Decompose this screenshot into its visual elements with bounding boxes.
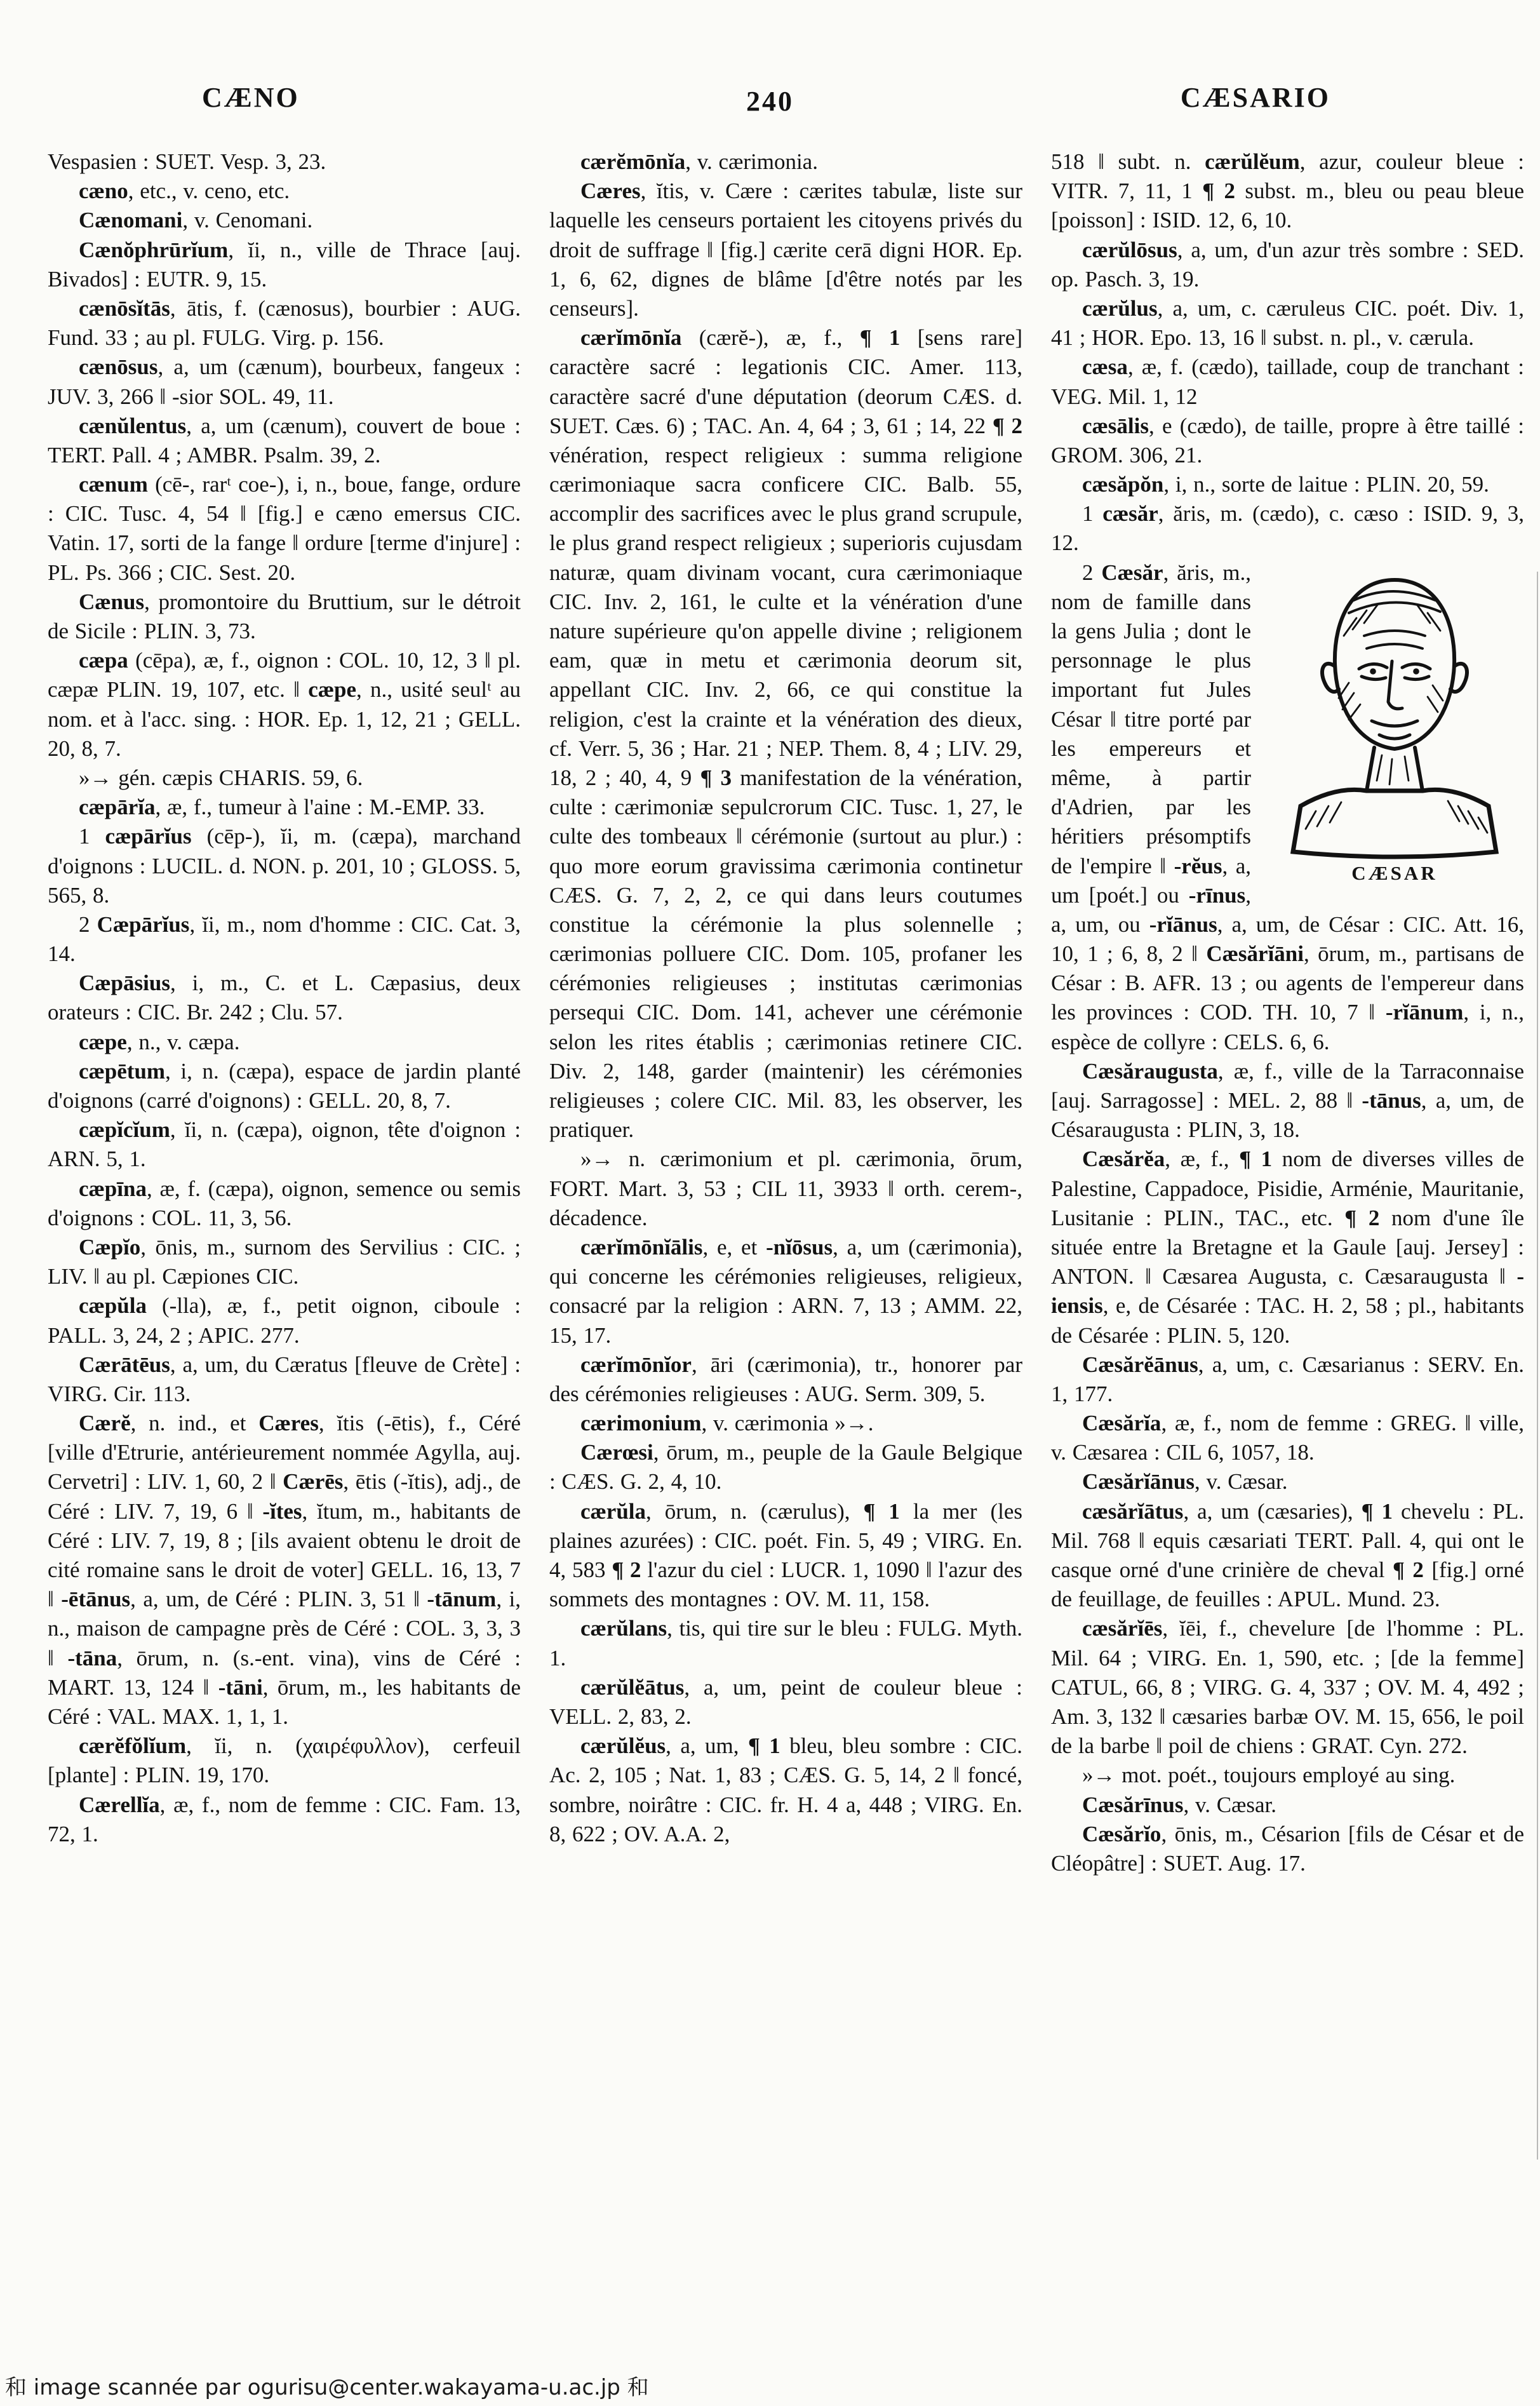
dictionary-entry: cæsărĭēs, ĭēi, f., chevelure [de l'homme : PL. Mil. 64 ; VIRG. En. 1, 590, etc. ; [de la femme] CATUL, 66, 8 ; VIRG. G. 4, 337 ; OV. M. 4, 492 ; Am. 3, 132 ‖ cæsaries barbæ OV. M. 15, 656, le poil de la barbe ‖ poil de chiens : GRAT. Cyn. 272. xyxy=(1051,1616,1524,1759)
dictionary-entry: cærŭlōsus, a, um, d'un azur très sombre : SED. op. Pasch. 3, 19. xyxy=(1051,237,1524,292)
header-right-headword: CÆSARIO xyxy=(1180,82,1330,113)
caesar-portrait-caption: CÆSAR xyxy=(1351,861,1438,884)
dictionary-entry: Cæsărĭānus, v. Cæsar. xyxy=(1082,1469,1288,1495)
dictionary-entry: Vespasien : SUET. Vesp. 3, 23. xyxy=(48,149,326,174)
dictionary-entry: cænōsĭtās, ātis, f. (cænosus), bourbier : AUG. Fund. 33 ; au pl. FULG. Virg. p. 156. xyxy=(48,295,521,351)
dictionary-entry: cæpa (cēpa), æ, f., oignon : COL. 10, 12, 3 ‖ pl. cæpæ PLIN. 19, 107, etc. ‖ cæpe, n., usité seulᵗ au nom. et à l'acc. sing. : HOR. Ep. 1, 12, 21 ; GELL. 20, 8, 7. xyxy=(48,648,521,761)
dictionary-entry: cæpārĭa, æ, f., tumeur à l'aine : M.-EMP. 33. xyxy=(79,795,485,820)
dictionary-entry: 2 Cæsăr, ăris, m., nom de famille dans la gens Julia ; dont le personnage le plus important fut Jules César ‖ titre porté par les empereurs et même, à partir d'Adrien, par les héritiers présomptifs de l'empire ‖ -rĕus, a, um [poét.] ou -rīnus, a, um, ou -rĭānus, a, um, de César : CIC. Att. 16, 10, 1 ; 6, 8, 2 ‖ Cæsărĭāni, ōrum, m., partisans de César : B. AFR. 13 ; ou agents de l'empereur dans les provinces : COD. TH. 10, 7 ‖ -rĭānum, i, n., espèce de collyre : CELS. 6, 6. xyxy=(1051,560,1524,1054)
column-2 xyxy=(549,147,1022,2339)
dictionary-entry: Cæsărīnus, v. Cæsar. xyxy=(1082,1792,1277,1817)
dictionary-entry: »→ mot. poét., toujours employé au sing. xyxy=(1082,1763,1456,1788)
dictionary-entry: cæsālis, e (cædo), de taille, propre à être taillé : GROM. 306, 21. xyxy=(1051,413,1524,467)
dictionary-entry: »→ n. cærimonium et pl. cærimonia, ōrum, FORT. Mart. 3, 53 ; CIL 11, 3933 ‖ orth. cerem-, décadence. xyxy=(549,1146,1022,1230)
header-left-headword: CÆNO xyxy=(202,82,300,113)
dictionary-entry: cænŭlentus, a, um (cænum), couvert de boue : TERT. Pall. 4 ; AMBR. Psalm. 39, 2. xyxy=(48,413,521,467)
column-3 xyxy=(1051,147,1524,2339)
dictionary-entry: cæpe, n., v. cæpa. xyxy=(79,1029,240,1054)
dictionary-entry: cærĭmōnĭa (cærĕ-), æ, f., ¶ 1 [sens rare] caractère sacré : legationis CIC. Amer. 113, caractère sacré d'une députation (deorum CÆS. d. SUET. Cæs. 6) ; TAC. An. 4, 64 ; 3, 61 ; 14, 22 ¶ 2 vénération, respect religieux : summa religione cærimoniaque sacra conficere CIC. Balb. 55, accomplir des sacrifices avec le plus grand scrupule, le plus grand respect religieux ; superioris cujusdam naturæ, quam divinam vocant, cura cærimoniaque CIC. Inv. 2, 161, le culte et la vénération d'une nature supérieure qu'on appelle divine ; religionem eam, quæ in metu et cærimonia deorum sit, appellant CIC. Inv. 2, 66, ce qui constitue la religion, c'est la crainte et la vénération des dieux, cf. Verr. 5, 36 ; Har. 21 ; NEP. Them. 8, 4 ; LIV. 29, 18, 2 ; 40, 4, 9 ¶ 3 manifestation de la vénération, culte : cærimoniæ sepulcrorum CIC. Tusc. 1, 27, le culte des tombeaux ‖ cérémonie (surtout au plur.) : quo more eorum gravissima cærimonia continetur CÆS. G. 7, 2, 2, ce qui dans leurs coutumes constitue la cérémonie la plus solennelle ; cærimonias polluere CIC. Dom. 105, profaner les cérémonies religieuses ; institutas cærimonias persequi CIC. Dom. 141, achever une cérémonie selon les rites établis ; cærimonias retinere CIC. Div. 2, 148, garder (maintenir) les cérémonies religieuses ; colere CIC. Mil. 83, les observer, les pratiquer. xyxy=(549,325,1022,1143)
dictionary-entry: 1 cæsăr, ăris, m. (cædo), c. cæso : ISID. 9, 3, 12. xyxy=(1051,501,1524,556)
dictionary-entry: Cænus, promontoire du Bruttium, sur le détroit de Sicile : PLIN. 3, 73. xyxy=(48,589,521,643)
dictionary-entry: Cæres, ĭtis, v. Cære : cærites tabulæ, liste sur laquelle les censeurs portaient les citoyens privés du droit de suffrage ‖ [fig.] cærite cerā digni HOR. Ep. 1, 6, 62, dignes de blâme [d'être notés par les censeurs]. xyxy=(549,178,1022,321)
dictionary-entry: cænōsus, a, um (cænum), bourbeux, fangeux : JUV. 3, 266 ‖ -sior SOL. 49, 11. xyxy=(48,354,521,409)
dictionary-entry: cærĕmōnĭa, v. cærimonia. xyxy=(580,149,818,174)
dictionary-entry: cærŭlus, a, um, c. cæruleus CIC. poét. Div. 1, 41 ; HOR. Epo. 13, 16 ‖ subst. n. pl., v. cærula. xyxy=(1051,295,1524,351)
dictionary-entry: cænum (cē-, rarᵗ coe-), i, n., boue, fange, ordure : CIC. Tusc. 4, 54 ‖ [fig.] e cæno emersus CIC. Vatin. 17, sorti de la fange ‖ ordure [terme d'injure] : PL. Ps. 366 ; CIC. Sest. 20. xyxy=(48,472,521,585)
column-1 xyxy=(48,147,521,2339)
page-number: 240 xyxy=(746,86,794,117)
footer-scan-credit: 和 image scannée par ogurisu@center.wakayama-u.ac.jp 和 xyxy=(5,2375,649,2400)
dictionary-entry: cæpĭcĭum, ĭi, n. (cæpa), oignon, tête d'oignon : ARN. 5, 1. xyxy=(48,1117,521,1172)
dictionary-entry: Cærĕ, n. ind., et Cæres, ĭtis (-ētis), f., Céré [ville d'Etrurie, antérieurement nommée Agylla, auj. Cervetri] : LIV. 1, 60, 2 ‖ Cærēs, ētis (-ĭtis), adj., de Céré : LIV. 7, 19, 6 ‖ -ĭtes, ĭtum, m., habitants de Céré : LIV. 7, 19, 8 ; [ils avaient obtenu le droit de cité romaine sans le droit de voter] GELL. 16, 13, 7 ‖ -ētānus, a, um, de Céré : PLIN. 3, 51 ‖ -tānum, i, n., maison de campagne près de Céré : COL. 3, 3, 3 ‖ -tāna, ōrum, n. (s.-ent. vina), vins de Céré : MART. 13, 124 ‖ -tāni, ōrum, m., les habitants de Céré : VAL. MAX. 1, 1, 1. xyxy=(48,1411,521,1729)
caesar-portrait-figure xyxy=(1265,562,1524,885)
dictionary-entry: Cærātēus, a, um, du Cæratus [fleuve de Crète] : VIRG. Cir. 113. xyxy=(48,1352,521,1406)
dictionary-entry: Cænŏphrūrĭum, ĭi, n., ville de Thrace [auj. Bivados] : EUTR. 9, 15. xyxy=(48,237,521,292)
dictionary-entry: cærŭla, ōrum, n. (cærulus), ¶ 1 la mer (les plaines azurées) : CIC. poét. Fin. 5, 49 ; VIRG. En. 4, 583 ¶ 2 l'azur du ciel : LUCR. 1, 1090 ‖ l'azur des sommets des montagnes : OV. M. 11, 158. xyxy=(549,1498,1022,1612)
dictionary-entry: »→ gén. cæpis CHARIS. 59, 6. xyxy=(79,765,363,790)
dictionary-entry: 1 cæpārĭus (cēp-), ĭi, m. (cæpa), marchand d'oignons : LUCIL. d. NON. p. 201, 10 ; GLOSS. 5, 565, 8. xyxy=(48,824,521,908)
page-header xyxy=(0,81,1540,126)
dictionary-entry: cærĭmōnĭor, āri (cærimonia), tr., honorer par des cérémonies religieuses : AUG. Serm. 309, 5. xyxy=(549,1352,1022,1406)
dictionary-entry: Cæpĭo, ōnis, m., surnom des Servilius : CIC. ; LIV. ‖ au pl. Cæpiones CIC. xyxy=(48,1234,521,1289)
dictionary-entry: cæsa, æ, f. (cædo), taillade, coup de tranchant : VEG. Mil. 1, 12 xyxy=(1051,354,1524,409)
dictionary-entry: cærimonium, v. cærimonia »→. xyxy=(580,1411,874,1436)
dictionary-entry: cærĕfŏlĭum, ĭi, n. (χαιρέφυλλον), cerfeuil [plante] : PLIN. 19, 170. xyxy=(48,1733,521,1788)
dictionary-entry: Cænomani, v. Cenomani. xyxy=(79,208,313,233)
dictionary-entry: Cæsărĕānus, a, um, c. Cæsarianus : SERV. En. 1, 177. xyxy=(1051,1352,1524,1406)
dictionary-entry: cærŭlans, tis, qui tire sur le bleu : FULG. Myth. 1. xyxy=(549,1616,1022,1670)
dictionary-entry: cæno, etc., v. ceno, etc. xyxy=(79,178,290,204)
dictionary-entry: cæsăpŏn, i, n., sorte de laitue : PLIN. 20, 59. xyxy=(1082,472,1489,497)
dictionary-entry: cæsărĭātus, a, um (cæsaries), ¶ 1 chevelu : PL. Mil. 768 ‖ equis cæsariati TERT. Pall. 4, qui ont le casque orné d'une crinière de cheval ¶ 2 [fig.] orné de feuillage, de feuilles : APUL. Mund. 23. xyxy=(1051,1498,1524,1612)
dictionary-entry: Cæsărĭa, æ, f., nom de femme : GREG. ‖ ville, v. Cæsarea : CIL 6, 1057, 18. xyxy=(1051,1411,1524,1465)
dictionary-entry: cæpētum, i, n. (cæpa), espace de jardin planté d'oignons (carré d'oignons) : GELL. 20, 8, 7. xyxy=(48,1058,521,1113)
dictionary-entry: Cæsărĕa, æ, f., ¶ 1 nom de diverses villes de Palestine, Cappadoce, Pisidie, Arménie, Mauritanie, Lusitanie : PLIN., TAC., etc. ¶ 2 nom d'une île située entre la Bretagne et la Gaule [auj. Jersey] : ANTON. ‖ Cæsarea Augusta, c. Cæsaraugusta ‖ -iensis, e, de Césarée : TAC. H. 2, 58 ; pl., habitants de Césarée : PLIN. 5, 120. xyxy=(1051,1146,1524,1348)
caesar-portrait-illustration xyxy=(1265,562,1524,861)
dictionary-entry: 2 Cæpārĭus, ĭi, m., nom d'homme : CIC. Cat. 3, 14. xyxy=(48,911,521,967)
dictionary-entry: cæpŭla (-lla), æ, f., petit oignon, ciboule : PALL. 3, 24, 2 ; APIC. 277. xyxy=(48,1293,521,1348)
dictionary-entry: Cæsăraugusta, æ, f., ville de la Tarraconnaise [auj. Sarragosse] : MEL. 2, 88 ‖ -tānus, a, um, de Césaraugusta : PLIN, 3, 18. xyxy=(1051,1058,1524,1143)
scan-edge-artifact xyxy=(1537,572,1538,2160)
dictionary-entry: cæpīna, æ, f. (cæpa), oignon, semence ou semis d'oignons : COL. 11, 3, 56. xyxy=(48,1176,521,1230)
dictionary-entry: cærŭlĕus, a, um, ¶ 1 bleu, bleu sombre : CIC. Ac. 2, 105 ; Nat. 1, 83 ; CÆS. G. 5, 14, 2 ‖ foncé, sombre, noirâtre : CIC. fr. H. 4 a, 448 ; VIRG. En. 8, 622 ; OV. A.A. 2, xyxy=(549,1733,1022,1846)
dictionary-entry: 518 ‖ subt. n. cærŭlĕum, azur, couleur bleue : VITR. 7, 11, 1 ¶ 2 subst. m., bleu ou peau bleue [poisson] : ISID. 12, 6, 10. xyxy=(1051,149,1524,233)
dictionary-entry: cærŭlĕātus, a, um, peint de couleur bleue : VELL. 2, 83, 2. xyxy=(549,1674,1022,1729)
dictionary-entry: Cæpāsius, i, m., C. et L. Cæpasius, deux orateurs : CIC. Br. 242 ; Clu. 57. xyxy=(48,971,521,1025)
dictionary-entry: Cærœsi, ōrum, m., peuple de la Gaule Belgique : CÆS. G. 2, 4, 10. xyxy=(549,1440,1022,1495)
dictionary-entry: cærĭmōnĭālis, e, et -nĭōsus, a, um (cærimonia), qui concerne les cérémonies religieuses, religieux, consacré par la religion : ARN. 7, 13 ; AMM. 22, 15, 17. xyxy=(549,1234,1022,1348)
dictionary-entry: Cærellĭa, æ, f., nom de femme : CIC. Fam. 13, 72, 1. xyxy=(48,1792,521,1846)
dictionary-entry: Cæsărĭo, ōnis, m., Césarion [fils de César et de Cléopâtre] : SUET. Aug. 17. xyxy=(1051,1821,1524,1876)
text-columns xyxy=(48,147,1524,2339)
